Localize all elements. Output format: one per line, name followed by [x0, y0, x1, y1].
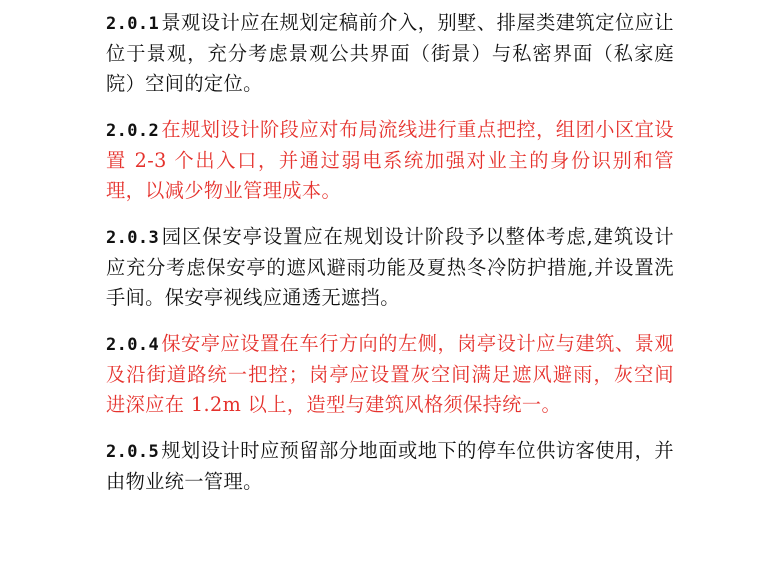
clause-number: 2.0.4 — [106, 335, 160, 355]
clause-number: 2.0.1 — [106, 14, 160, 34]
clause-number: 2.0.3 — [106, 228, 160, 248]
clause-number: 2.0.5 — [106, 442, 160, 462]
clause-text: 景观设计应在规划定稿前介入，别墅、排屋类建筑定位应让位于景观，充分考虑景观公共界面（街景）与私密界面（私家庭院）空间的定位。 — [106, 11, 674, 95]
document-page — [106, 8, 674, 513]
clause-number: 2.0.2 — [106, 121, 160, 141]
clause-text: 园区保安亭设置应在规划设计阶段予以整体考虑,建筑设计应充分考虑保安亭的遮风避雨功能及夏热冬冷防护措施,并设置洗手间。保安亭视线应通透无遮挡。 — [106, 225, 674, 309]
clause-text-highlighted: 保安亭应设置在车行方向的左侧，岗亭设计应与建筑、景观及沿街道路统一把控；岗亭应设置灰空间满足遮风避雨，灰空间进深应在 1.2m 以上，造型与建筑风格须保持统一。 — [106, 332, 674, 416]
clause-2-0-5 — [106, 436, 674, 497]
clause-2-0-2 — [106, 115, 674, 206]
clause-text-highlighted: 在规划设计阶段应对布局流线进行重点把控，组团小区宜设置 2-3 个出入口，并通过弱电系统加强对业主的身份识别和管理，以减少物业管理成本。 — [106, 118, 674, 202]
clause-2-0-1 — [106, 8, 674, 99]
clause-2-0-3 — [106, 222, 674, 313]
clause-2-0-4 — [106, 329, 674, 420]
clause-text: 规划设计时应预留部分地面或地下的停车位供访客使用，并由物业统一管理。 — [106, 439, 674, 493]
